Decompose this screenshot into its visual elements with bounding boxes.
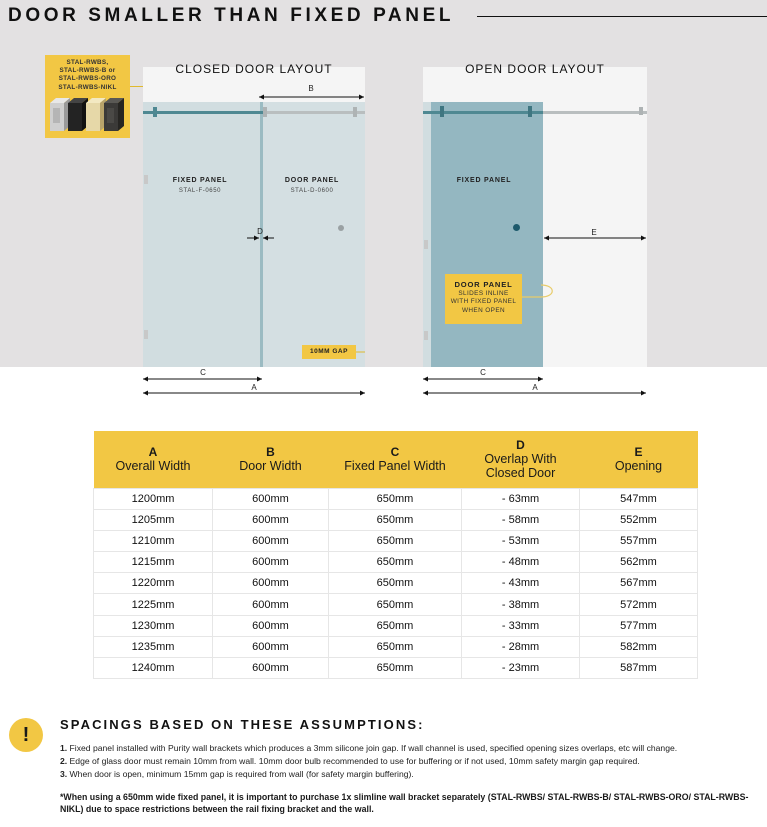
note-number: 1. (60, 743, 68, 753)
slide-direction-loop (522, 285, 552, 297)
dimension-a-label: A (532, 383, 538, 392)
cell-overall-width: 1200mm (94, 488, 213, 509)
header-letter: D (516, 438, 525, 453)
cell-fixed-panel-width: 650mm (329, 615, 462, 636)
header-name: Closed Door (485, 466, 556, 481)
note-text: Fixed panel installed with Purity wall brackets which produces a 3mm silicone join gap. If wall channel is used, specified opening sizes overlaps, etc will change. (67, 743, 678, 753)
note-number: 3. (60, 769, 68, 779)
open-layout-title: OPEN DOOR LAYOUT (465, 62, 605, 76)
door-panel-code: STAL-D-0600 (290, 188, 334, 194)
cell-opening: 577mm (580, 615, 698, 636)
door-tag-line: WHEN OPEN (461, 306, 505, 314)
note-number: 2. (60, 756, 68, 766)
cell-door-width: 600mm (213, 573, 329, 594)
note-item (60, 756, 640, 766)
header-opening (580, 431, 698, 488)
cell-door-width: 600mm (213, 658, 329, 679)
cell-opening: 587mm (580, 658, 698, 679)
dimension-c-label: C (200, 368, 206, 377)
rail-fitting (440, 106, 444, 117)
cell-fixed-panel-width: 650mm (329, 636, 462, 657)
table-row (94, 488, 698, 509)
rail-fitting (528, 106, 532, 117)
cell-overall-width: 1225mm (94, 594, 213, 615)
door-tag-title: DOOR PANEL (454, 280, 513, 289)
dimension-d-label: D (257, 227, 263, 236)
cell-opening: 572mm (580, 594, 698, 615)
cell-fixed-panel-width: 650mm (329, 488, 462, 509)
cell-door-width: 600mm (213, 509, 329, 530)
header-name: Overlap With (484, 452, 557, 467)
cell-fixed-panel-width: 650mm (329, 552, 462, 573)
rail-fitting (153, 107, 157, 117)
cell-overlap: - 53mm (462, 530, 580, 551)
cell-overall-width: 1235mm (94, 636, 213, 657)
table-row (94, 552, 698, 573)
header-name: Door Width (239, 459, 302, 474)
table-row (94, 573, 698, 594)
size-spec-table (93, 431, 698, 679)
dimension-b-label: B (308, 84, 314, 93)
bracket-code: STAL-RWBS, (66, 59, 109, 66)
cell-door-width: 600mm (213, 594, 329, 615)
notes-heading: SPACINGS BASED ON THESE ASSUMPTIONS: (60, 717, 425, 732)
cell-opening: 567mm (580, 573, 698, 594)
table-row (94, 594, 698, 615)
fixed-panel-code: STAL-F-0650 (178, 188, 222, 194)
door-tag-line: SLIDES INLINE (458, 289, 509, 297)
table-row (94, 530, 698, 551)
table-header-row (94, 431, 698, 488)
cell-fixed-panel-width: 650mm (329, 573, 462, 594)
cell-opening: 547mm (580, 488, 698, 509)
header-overall-width (94, 431, 213, 488)
cell-overall-width: 1215mm (94, 552, 213, 573)
cell-overlap: - 33mm (462, 615, 580, 636)
footnote: *When using a 650mm wide fixed panel, it is important to purchase 1x slimline wall bracket separately (STAL-RWBS/ STAL-RWBS-B/ STAL-RWBS-ORO/ STAL-RWBS-NIKL) due to space restrictions between the rail fixing bracket and the wall. (60, 792, 749, 814)
cell-overlap: - 43mm (462, 573, 580, 594)
rail-fitting (639, 107, 643, 115)
cell-overall-width: 1205mm (94, 509, 213, 530)
cell-overlap: - 23mm (462, 658, 580, 679)
header-fixed-panel-width (329, 431, 462, 488)
rail-fitting (353, 107, 357, 117)
cell-overall-width: 1220mm (94, 573, 213, 594)
cell-fixed-panel-width: 650mm (329, 594, 462, 615)
cell-overall-width: 1210mm (94, 530, 213, 551)
note-text: When door is open, minimum 15mm gap is required from wall (for safety margin buffering). (67, 769, 414, 779)
header-name: Fixed Panel Width (344, 459, 446, 474)
bracket-code: STAL-RWBS-B or (59, 67, 116, 75)
header-name: Opening (614, 459, 663, 474)
table-row (94, 509, 698, 530)
bracket-code: STAL-RWBS-NIKL (58, 83, 117, 91)
header-door-width (213, 431, 329, 488)
cell-overlap: - 28mm (462, 636, 580, 657)
cell-door-width: 600mm (213, 636, 329, 657)
table-body (94, 488, 698, 679)
closed-layout-title: CLOSED DOOR LAYOUT (175, 62, 333, 76)
cell-door-width: 600mm (213, 530, 329, 551)
cell-overlap: - 48mm (462, 552, 580, 573)
header-letter: C (390, 445, 400, 460)
cell-opening: 557mm (580, 530, 698, 551)
cell-opening: 582mm (580, 636, 698, 657)
header-letter: B (266, 445, 275, 460)
cell-door-width: 600mm (213, 615, 329, 636)
table-row (94, 636, 698, 657)
rail-fitting (263, 107, 267, 117)
note-item (60, 743, 677, 753)
dimension-a-label: A (251, 383, 257, 392)
header-name: Overall Width (115, 459, 191, 474)
fixed-panel-name: FIXED PANEL (172, 177, 228, 184)
bracket-code: STAL-RWBS-ORO (58, 75, 117, 83)
cell-door-width: 600mm (213, 488, 329, 509)
cell-door-width: 600mm (213, 552, 329, 573)
cell-overlap: - 38mm (462, 594, 580, 615)
page-title: DOOR SMALLER THAN FIXED PANEL (8, 5, 455, 26)
dimension-c-label: C (480, 368, 486, 377)
door-panel-name: DOOR PANEL (284, 177, 340, 184)
open-fixed-panel-label: FIXED PANEL (456, 177, 512, 184)
header-overlap (462, 431, 580, 488)
header-letter: A (148, 445, 158, 460)
cell-opening: 562mm (580, 552, 698, 573)
note-text: Edge of glass door must remain 10mm from wall. 10mm door bulb recommended to use for buffering or if not used, 10mm safety margin gap required. (67, 756, 640, 766)
cell-overall-width: 1240mm (94, 658, 213, 679)
cell-fixed-panel-width: 650mm (329, 509, 462, 530)
table-row (94, 615, 698, 636)
exclamation-icon: ! (9, 718, 43, 752)
cell-fixed-panel-width: 650mm (329, 530, 462, 551)
cell-overall-width: 1230mm (94, 615, 213, 636)
cell-overlap: - 58mm (462, 509, 580, 530)
table-row (94, 658, 698, 679)
note-item (60, 769, 414, 779)
cell-fixed-panel-width: 650mm (329, 658, 462, 679)
header-letter: E (634, 445, 643, 460)
cell-opening: 552mm (580, 509, 698, 530)
cell-overlap: - 63mm (462, 488, 580, 509)
door-tag-line: WITH FIXED PANEL (450, 298, 517, 306)
gap-tag: 10MM GAP (302, 345, 356, 359)
dimension-e-label: E (591, 228, 597, 237)
